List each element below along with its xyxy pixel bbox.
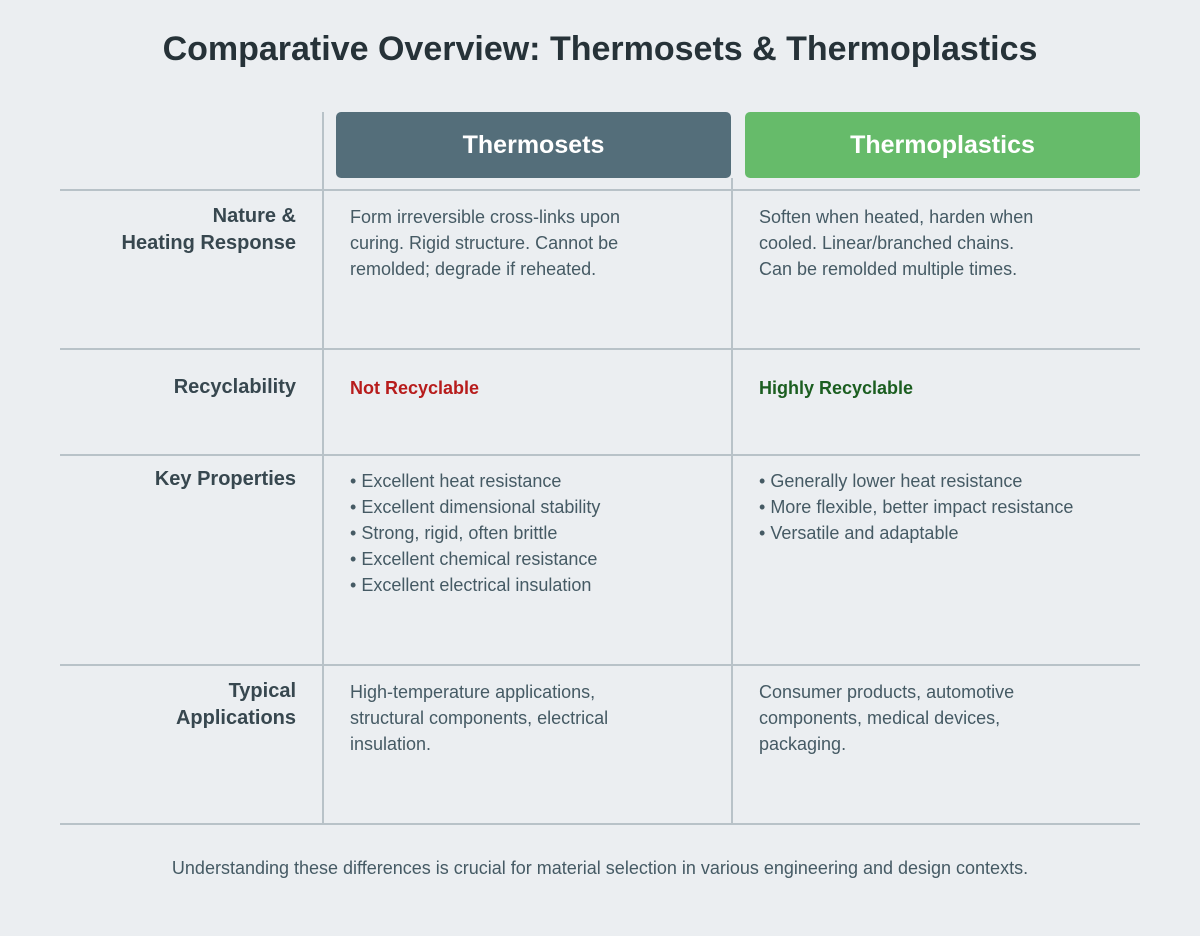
row-label-recyclability: Recyclability [173, 376, 296, 398]
row-label-line: Typical [228, 680, 296, 702]
cell-thermoplastics-applications: Consumer products, automotive components, medical devices, packaging. [759, 682, 1015, 754]
column-divider-label [322, 112, 324, 824]
column-header-thermoplastics: Thermoplastics [745, 112, 1140, 178]
list-item: • Generally lower heat resistance [759, 468, 1129, 494]
row-divider [60, 664, 1140, 666]
row-label-applications [60, 678, 296, 732]
cell-thermosets-nature: Form irreversible cross-links upon curing. Rigid structure. Cannot be remolded; degrade if reheated. [350, 207, 621, 279]
column-header-thermosets: Thermosets [336, 112, 731, 178]
row-divider [60, 189, 1140, 191]
list-item: • Strong, rigid, often brittle [350, 520, 730, 546]
row-label-line: Nature & [212, 205, 296, 227]
list-item: • Excellent heat resistance [350, 468, 730, 494]
page-title: Comparative Overview: Thermosets & Thermoplastics [162, 30, 1038, 68]
row-divider [60, 348, 1140, 350]
column-divider-middle [731, 178, 733, 824]
list-item: • Excellent chemical resistance [350, 546, 730, 572]
row-label-line: Heating Response [121, 232, 296, 254]
cell-thermosets-applications: High-temperature applications, structural components, electrical insulation. [350, 682, 609, 754]
cell-thermosets-recyclability: Not Recyclable [350, 378, 480, 398]
list-item: • More flexible, better impact resistance [759, 494, 1129, 520]
row-divider [60, 823, 1140, 825]
cell-thermoplastics-nature: Soften when heated, harden when cooled. Linear/branched chains. Can be remolded multiple times. [759, 207, 1034, 279]
row-label-nature [60, 203, 296, 257]
row-label-line: Applications [175, 707, 296, 729]
list-item: • Excellent electrical insulation [350, 572, 730, 598]
cell-thermoplastics-recyclability: Highly Recyclable [759, 378, 914, 398]
cell-thermoplastics-properties [759, 468, 1129, 546]
row-label-key-properties: Key Properties [154, 468, 296, 490]
list-item: • Versatile and adaptable [759, 520, 1129, 546]
footer-note: Understanding these differences is crucial for material selection in various engineering and design contexts. [171, 858, 1029, 878]
list-item: • Excellent dimensional stability [350, 494, 730, 520]
row-divider [60, 454, 1140, 456]
cell-thermosets-properties [350, 468, 730, 598]
